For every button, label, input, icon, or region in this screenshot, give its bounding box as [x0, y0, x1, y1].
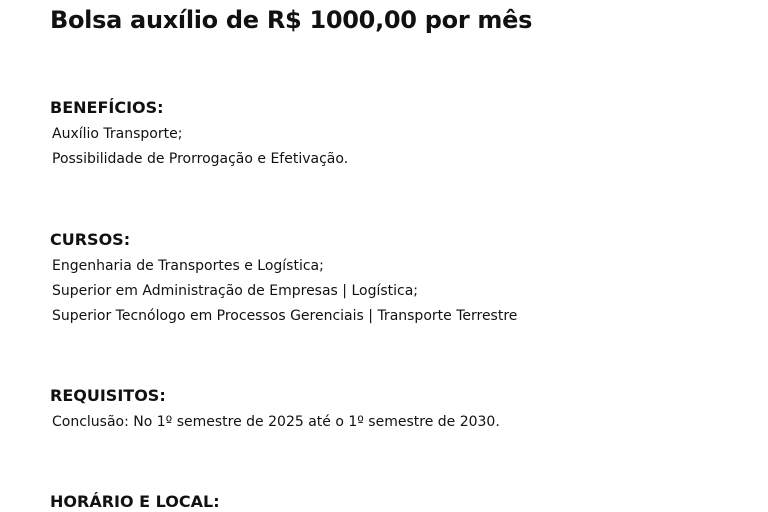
list-item: Possibilidade de Prorrogação e Efetivação.: [52, 151, 349, 167]
list-item: Auxílio Transporte;: [52, 126, 183, 142]
list-item: Engenharia de Transportes e Logística;: [52, 258, 324, 274]
section-heading-requisitos: REQUISITOS:: [50, 386, 166, 405]
section-requisitos: [50, 386, 500, 435]
section-horario-local: [50, 492, 220, 512]
list-item: Superior Tecnólogo em Processos Gerenciais | Transporte Terrestre: [52, 308, 518, 324]
list-item: Conclusão: No 1º semestre de 2025 até o 1º semestre de 2030.: [52, 414, 500, 430]
section-heading-beneficios: BENEFÍCIOS:: [50, 98, 164, 117]
section-heading-horario-local: HORÁRIO E LOCAL:: [50, 492, 220, 511]
section-heading-cursos: CURSOS:: [50, 230, 131, 249]
section-beneficios: [50, 98, 348, 172]
section-cursos: [50, 230, 517, 329]
page-title: Bolsa auxílio de R$ 1000,00 por mês: [50, 6, 533, 34]
requisitos-list: [52, 410, 500, 435]
cursos-list: [52, 254, 517, 329]
list-item: Superior em Administração de Empresas | Logística;: [52, 283, 419, 299]
beneficios-list: [52, 122, 348, 172]
